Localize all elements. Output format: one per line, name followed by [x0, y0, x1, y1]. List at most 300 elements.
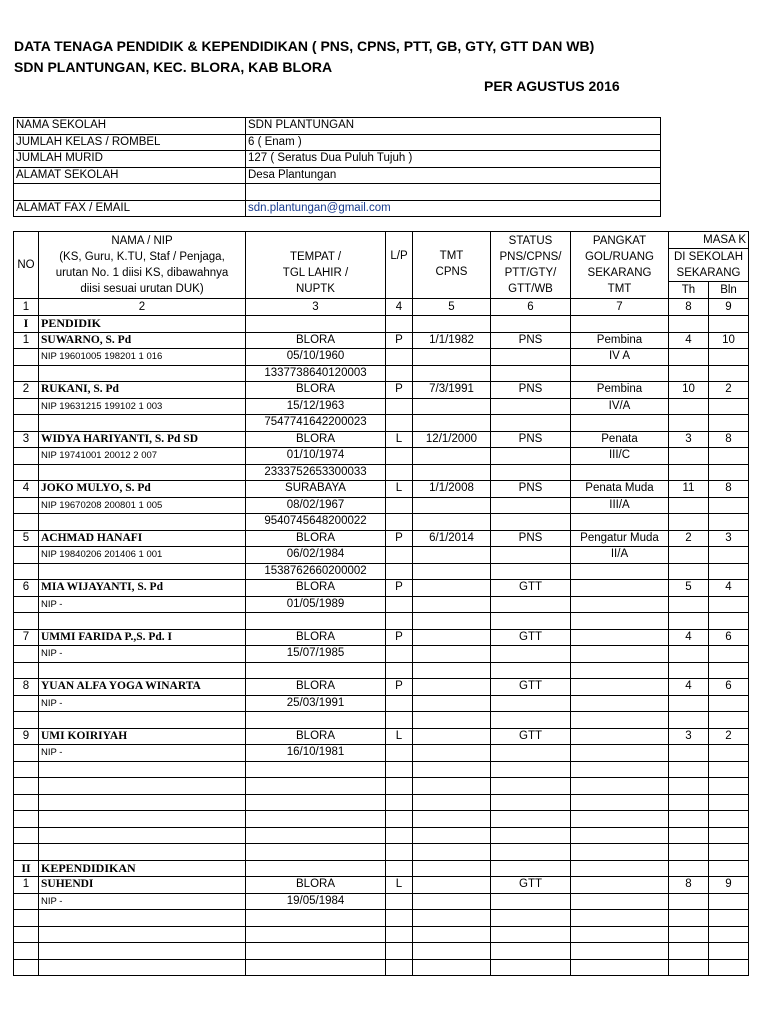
table-cell	[386, 712, 413, 729]
table-cell	[14, 827, 39, 844]
table-cell	[571, 464, 669, 481]
table-cell	[491, 398, 571, 415]
table-cell	[669, 860, 709, 877]
table-cell	[709, 827, 749, 844]
table-cell	[413, 695, 491, 712]
col-tempat	[246, 232, 386, 299]
birth-date: 25/03/1991	[246, 695, 386, 712]
staff-row-detail	[14, 893, 749, 910]
tmt-cpns	[413, 580, 491, 597]
table-cell	[709, 646, 749, 663]
table-cell	[571, 761, 669, 778]
table-cell	[14, 761, 39, 778]
table-cell	[413, 646, 491, 663]
email-link[interactable]: sdn.plantungan@gmail.com	[246, 200, 661, 217]
col-nama-line: urutan No. 1 diisi KS, dibawahnya	[55, 267, 229, 279]
nuptk	[246, 662, 386, 679]
table-cell	[14, 365, 39, 382]
table-cell	[386, 893, 413, 910]
table-cell	[386, 761, 413, 778]
years: 2	[669, 530, 709, 547]
document-title: DATA TENAGA PENDIDIK & KEPENDIDIKAN ( PNS, CPNS, PTT, GB, GTY, GTT DAN WB)	[14, 38, 595, 54]
months: 9	[709, 877, 749, 894]
info-row	[14, 118, 661, 135]
school-subtitle: SDN PLANTUNGAN, KEC. BLORA, KAB BLORA	[14, 59, 333, 75]
table-cell	[669, 811, 709, 828]
months: 8	[709, 431, 749, 448]
staff-table	[13, 231, 749, 976]
months: 10	[709, 332, 749, 349]
table-cell	[413, 464, 491, 481]
table-cell	[14, 844, 39, 861]
table-cell	[386, 860, 413, 877]
table-cell	[14, 464, 39, 481]
col-number: 1	[14, 299, 39, 316]
staff-row-detail	[14, 497, 749, 514]
staff-nip: NIP -	[39, 695, 246, 712]
staff-no: 1	[14, 332, 39, 349]
table-cell	[14, 415, 39, 432]
staff-name: UMMI FARIDA P.,S. Pd. I	[39, 629, 246, 646]
years: 10	[669, 382, 709, 399]
years: 5	[669, 580, 709, 597]
staff-name: YUAN ALFA YOGA WINARTA	[39, 679, 246, 696]
table-cell	[709, 745, 749, 762]
table-cell	[386, 943, 413, 960]
staff-row-detail	[14, 745, 749, 762]
rank: Pengatur Muda	[571, 530, 669, 547]
grade: III/C	[571, 448, 669, 465]
staff-no: 4	[14, 481, 39, 498]
table-cell	[39, 959, 246, 976]
table-cell	[709, 959, 749, 976]
table-cell	[14, 613, 39, 630]
table-cell	[669, 712, 709, 729]
table-cell	[14, 926, 39, 943]
years: 3	[669, 431, 709, 448]
table-cell	[413, 761, 491, 778]
staff-row-detail	[14, 596, 749, 613]
table-cell	[571, 926, 669, 943]
table-cell	[709, 761, 749, 778]
col-status-line: PNS/CPNS/	[499, 251, 562, 263]
grade	[571, 646, 669, 663]
staff-name: WIDYA HARIYANTI, S. Pd SD	[39, 431, 246, 448]
col-number: 8	[669, 299, 709, 316]
table-cell	[491, 464, 571, 481]
staff-row-detail	[14, 662, 749, 679]
table-cell	[491, 365, 571, 382]
months: 2	[709, 382, 749, 399]
staff-name: ACHMAD HANAFI	[39, 530, 246, 547]
table-cell	[246, 844, 386, 861]
table-cell	[491, 811, 571, 828]
table-cell	[571, 844, 669, 861]
grade: III/A	[571, 497, 669, 514]
gender: L	[386, 877, 413, 894]
birth-date: 06/02/1984	[246, 547, 386, 564]
tmt-cpns: 7/3/1991	[413, 382, 491, 399]
table-cell	[709, 926, 749, 943]
table-cell	[246, 827, 386, 844]
months: 8	[709, 481, 749, 498]
birth-place: BLORA	[246, 728, 386, 745]
info-row	[14, 200, 661, 217]
table-cell	[14, 563, 39, 580]
table-cell	[246, 778, 386, 795]
rank: Penata Muda	[571, 481, 669, 498]
table-cell	[709, 596, 749, 613]
table-cell	[491, 827, 571, 844]
table-cell	[491, 943, 571, 960]
gender: P	[386, 382, 413, 399]
birth-date: 16/10/1981	[246, 745, 386, 762]
grade	[571, 893, 669, 910]
nuptk: 2333752653300033	[246, 464, 386, 481]
staff-row-detail	[14, 365, 749, 382]
table-cell	[386, 646, 413, 663]
table-cell	[491, 646, 571, 663]
staff-name: SUWARNO, S. Pd	[39, 332, 246, 349]
table-cell	[14, 778, 39, 795]
table-cell	[571, 514, 669, 531]
table-cell	[571, 794, 669, 811]
table-cell	[413, 349, 491, 366]
table-cell	[39, 514, 246, 531]
table-cell	[491, 778, 571, 795]
table-cell	[669, 745, 709, 762]
months: 6	[709, 679, 749, 696]
info-row	[14, 151, 661, 168]
staff-row-detail	[14, 514, 749, 531]
col-masa: MASA K	[669, 232, 749, 249]
table-cell	[413, 943, 491, 960]
staff-row-detail	[14, 398, 749, 415]
staff-row	[14, 332, 749, 349]
table-cell	[669, 596, 709, 613]
table-cell	[413, 662, 491, 679]
birth-date: 15/07/1985	[246, 646, 386, 663]
table-cell	[669, 316, 709, 333]
table-cell	[246, 316, 386, 333]
status: PNS	[491, 481, 571, 498]
info-label: ALAMAT FAX / EMAIL	[14, 200, 246, 217]
birth-place: BLORA	[246, 580, 386, 597]
rank: Pembina	[571, 332, 669, 349]
table-cell	[386, 695, 413, 712]
birth-place: BLORA	[246, 332, 386, 349]
rank	[571, 728, 669, 745]
table-cell	[39, 827, 246, 844]
table-cell	[491, 712, 571, 729]
staff-name: UMI KOIRIYAH	[39, 728, 246, 745]
table-cell	[386, 613, 413, 630]
table-cell	[386, 365, 413, 382]
years: 4	[669, 332, 709, 349]
section-no: II	[14, 860, 39, 877]
table-cell	[571, 662, 669, 679]
table-cell	[669, 910, 709, 927]
table-cell	[669, 398, 709, 415]
staff-row-detail	[14, 613, 749, 630]
table-cell	[709, 778, 749, 795]
staff-nip: NIP -	[39, 893, 246, 910]
staff-name: RUKANI, S. Pd	[39, 382, 246, 399]
status: GTT	[491, 877, 571, 894]
table-cell	[413, 497, 491, 514]
table-cell	[491, 316, 571, 333]
birth-date: 19/05/1984	[246, 893, 386, 910]
tmt-cpns	[413, 629, 491, 646]
col-pangkat-line: TMT	[607, 283, 632, 295]
col-number: 7	[571, 299, 669, 316]
col-tmt-line: CPNS	[435, 266, 468, 278]
table-cell	[413, 514, 491, 531]
info-label: JUMLAH KELAS / ROMBEL	[14, 134, 246, 151]
staff-row-detail	[14, 464, 749, 481]
table-cell	[386, 349, 413, 366]
table-cell	[39, 563, 246, 580]
table-cell	[571, 943, 669, 960]
status: GTT	[491, 728, 571, 745]
staff-nip: NIP 19631215 199102 1 003	[39, 398, 246, 415]
table-cell	[669, 959, 709, 976]
col-number: 2	[39, 299, 246, 316]
gender: P	[386, 332, 413, 349]
table-cell	[669, 893, 709, 910]
table-cell	[491, 794, 571, 811]
col-th: Th	[669, 282, 709, 299]
col-status	[491, 232, 571, 299]
table-cell	[413, 365, 491, 382]
rank	[571, 679, 669, 696]
gender: L	[386, 728, 413, 745]
table-cell	[709, 844, 749, 861]
staff-row-detail	[14, 695, 749, 712]
table-cell	[709, 497, 749, 514]
table-cell	[386, 547, 413, 564]
table-cell	[14, 910, 39, 927]
staff-row	[14, 728, 749, 745]
table-cell	[669, 464, 709, 481]
table-cell	[386, 596, 413, 613]
table-cell	[413, 778, 491, 795]
col-tmt	[413, 232, 491, 299]
birth-date: 01/05/1989	[246, 596, 386, 613]
table-cell	[14, 398, 39, 415]
col-no: NO	[14, 232, 39, 299]
staff-row	[14, 877, 749, 894]
table-cell	[386, 745, 413, 762]
status: GTT	[491, 629, 571, 646]
table-cell	[413, 448, 491, 465]
table-cell	[39, 613, 246, 630]
years: 11	[669, 481, 709, 498]
col-status-line: STATUS	[508, 235, 553, 247]
table-cell	[246, 794, 386, 811]
table-cell	[386, 563, 413, 580]
section-row	[14, 860, 749, 877]
table-cell	[386, 316, 413, 333]
table-cell	[491, 415, 571, 432]
birth-date: 15/12/1963	[246, 398, 386, 415]
table-cell	[14, 695, 39, 712]
table-cell	[669, 761, 709, 778]
years: 4	[669, 629, 709, 646]
birth-place: BLORA	[246, 679, 386, 696]
staff-no: 6	[14, 580, 39, 597]
table-cell	[14, 349, 39, 366]
column-number-row	[14, 299, 749, 316]
tmt-cpns: 6/1/2014	[413, 530, 491, 547]
table-cell	[709, 563, 749, 580]
info-value: SDN PLANTUNGAN	[246, 118, 661, 135]
section-label: PENDIDIK	[39, 316, 246, 333]
info-label: NAMA SEKOLAH	[14, 118, 246, 135]
table-cell	[669, 695, 709, 712]
table-cell	[709, 448, 749, 465]
table-cell	[14, 662, 39, 679]
empty-row	[14, 910, 749, 927]
table-cell	[386, 415, 413, 432]
nuptk: 1337738640120003	[246, 365, 386, 382]
table-cell	[709, 415, 749, 432]
rank: Pembina	[571, 382, 669, 399]
staff-no: 1	[14, 877, 39, 894]
table-cell	[491, 349, 571, 366]
tmt-cpns	[413, 728, 491, 745]
col-tempat-line: TEMPAT /	[289, 251, 342, 263]
col-status-line: PTT/GTY/	[504, 267, 557, 279]
staff-row	[14, 431, 749, 448]
col-nama-line: diisi sesuai urutan DUK)	[80, 283, 204, 295]
table-cell	[571, 778, 669, 795]
staff-row-detail	[14, 646, 749, 663]
table-cell	[571, 811, 669, 828]
staff-no: 8	[14, 679, 39, 696]
table-cell	[386, 662, 413, 679]
tmt-cpns: 1/1/1982	[413, 332, 491, 349]
table-cell	[14, 514, 39, 531]
table-cell	[669, 415, 709, 432]
table-cell	[413, 563, 491, 580]
table-cell	[669, 926, 709, 943]
table-cell	[571, 712, 669, 729]
staff-row	[14, 382, 749, 399]
table-cell	[413, 398, 491, 415]
empty-row	[14, 811, 749, 828]
col-number: 5	[413, 299, 491, 316]
table-cell	[571, 827, 669, 844]
col-status-line: GTT/WB	[508, 283, 553, 295]
staff-row	[14, 629, 749, 646]
staff-no: 3	[14, 431, 39, 448]
table-cell	[14, 497, 39, 514]
grade: IV/A	[571, 398, 669, 415]
info-value: Desa Plantungan	[246, 167, 661, 184]
table-cell	[709, 613, 749, 630]
table-cell	[571, 563, 669, 580]
gender: P	[386, 629, 413, 646]
table-cell	[709, 712, 749, 729]
table-cell	[386, 910, 413, 927]
table-cell	[709, 547, 749, 564]
staff-table-body	[14, 316, 749, 976]
staff-nip: NIP 19601005 198201 1 016	[39, 349, 246, 366]
col-number: 6	[491, 299, 571, 316]
table-cell	[491, 959, 571, 976]
table-cell	[413, 959, 491, 976]
rank	[571, 877, 669, 894]
info-value	[246, 184, 661, 201]
table-cell	[669, 547, 709, 564]
table-cell	[413, 316, 491, 333]
school-info-table	[13, 117, 661, 217]
table-cell	[386, 448, 413, 465]
gender: L	[386, 481, 413, 498]
col-lp: L/P	[386, 232, 413, 299]
table-cell	[571, 959, 669, 976]
table-cell	[14, 646, 39, 663]
nuptk	[246, 712, 386, 729]
staff-no: 9	[14, 728, 39, 745]
empty-row	[14, 827, 749, 844]
table-cell	[491, 662, 571, 679]
col-di-sekolah-line: DI SEKOLAH	[673, 251, 744, 263]
table-cell	[39, 365, 246, 382]
table-cell	[246, 910, 386, 927]
period-label: PER AGUSTUS 2016	[484, 78, 620, 94]
table-cell	[14, 811, 39, 828]
table-cell	[709, 365, 749, 382]
tmt-cpns: 12/1/2000	[413, 431, 491, 448]
empty-row	[14, 959, 749, 976]
info-label: ALAMAT SEKOLAH	[14, 167, 246, 184]
table-cell	[571, 613, 669, 630]
table-cell	[413, 613, 491, 630]
table-cell	[413, 893, 491, 910]
birth-place: BLORA	[246, 431, 386, 448]
table-cell	[39, 778, 246, 795]
grade	[571, 596, 669, 613]
table-cell	[669, 662, 709, 679]
table-cell	[491, 497, 571, 514]
table-cell	[413, 860, 491, 877]
table-cell	[669, 613, 709, 630]
empty-row	[14, 926, 749, 943]
table-cell	[39, 712, 246, 729]
table-cell	[386, 959, 413, 976]
table-cell	[413, 596, 491, 613]
table-cell	[246, 811, 386, 828]
staff-nip: NIP 19741001 20012 2 007	[39, 448, 246, 465]
table-cell	[709, 910, 749, 927]
table-cell	[669, 514, 709, 531]
birth-place: BLORA	[246, 629, 386, 646]
birth-date: 01/10/1974	[246, 448, 386, 465]
staff-nip: NIP -	[39, 596, 246, 613]
info-value: 127 ( Seratus Dua Puluh Tujuh )	[246, 151, 661, 168]
table-cell	[14, 712, 39, 729]
months: 3	[709, 530, 749, 547]
table-cell	[246, 959, 386, 976]
table-cell	[669, 943, 709, 960]
table-cell	[386, 464, 413, 481]
birth-date: 08/02/1967	[246, 497, 386, 514]
table-cell	[14, 448, 39, 465]
table-cell	[14, 547, 39, 564]
table-cell	[491, 893, 571, 910]
